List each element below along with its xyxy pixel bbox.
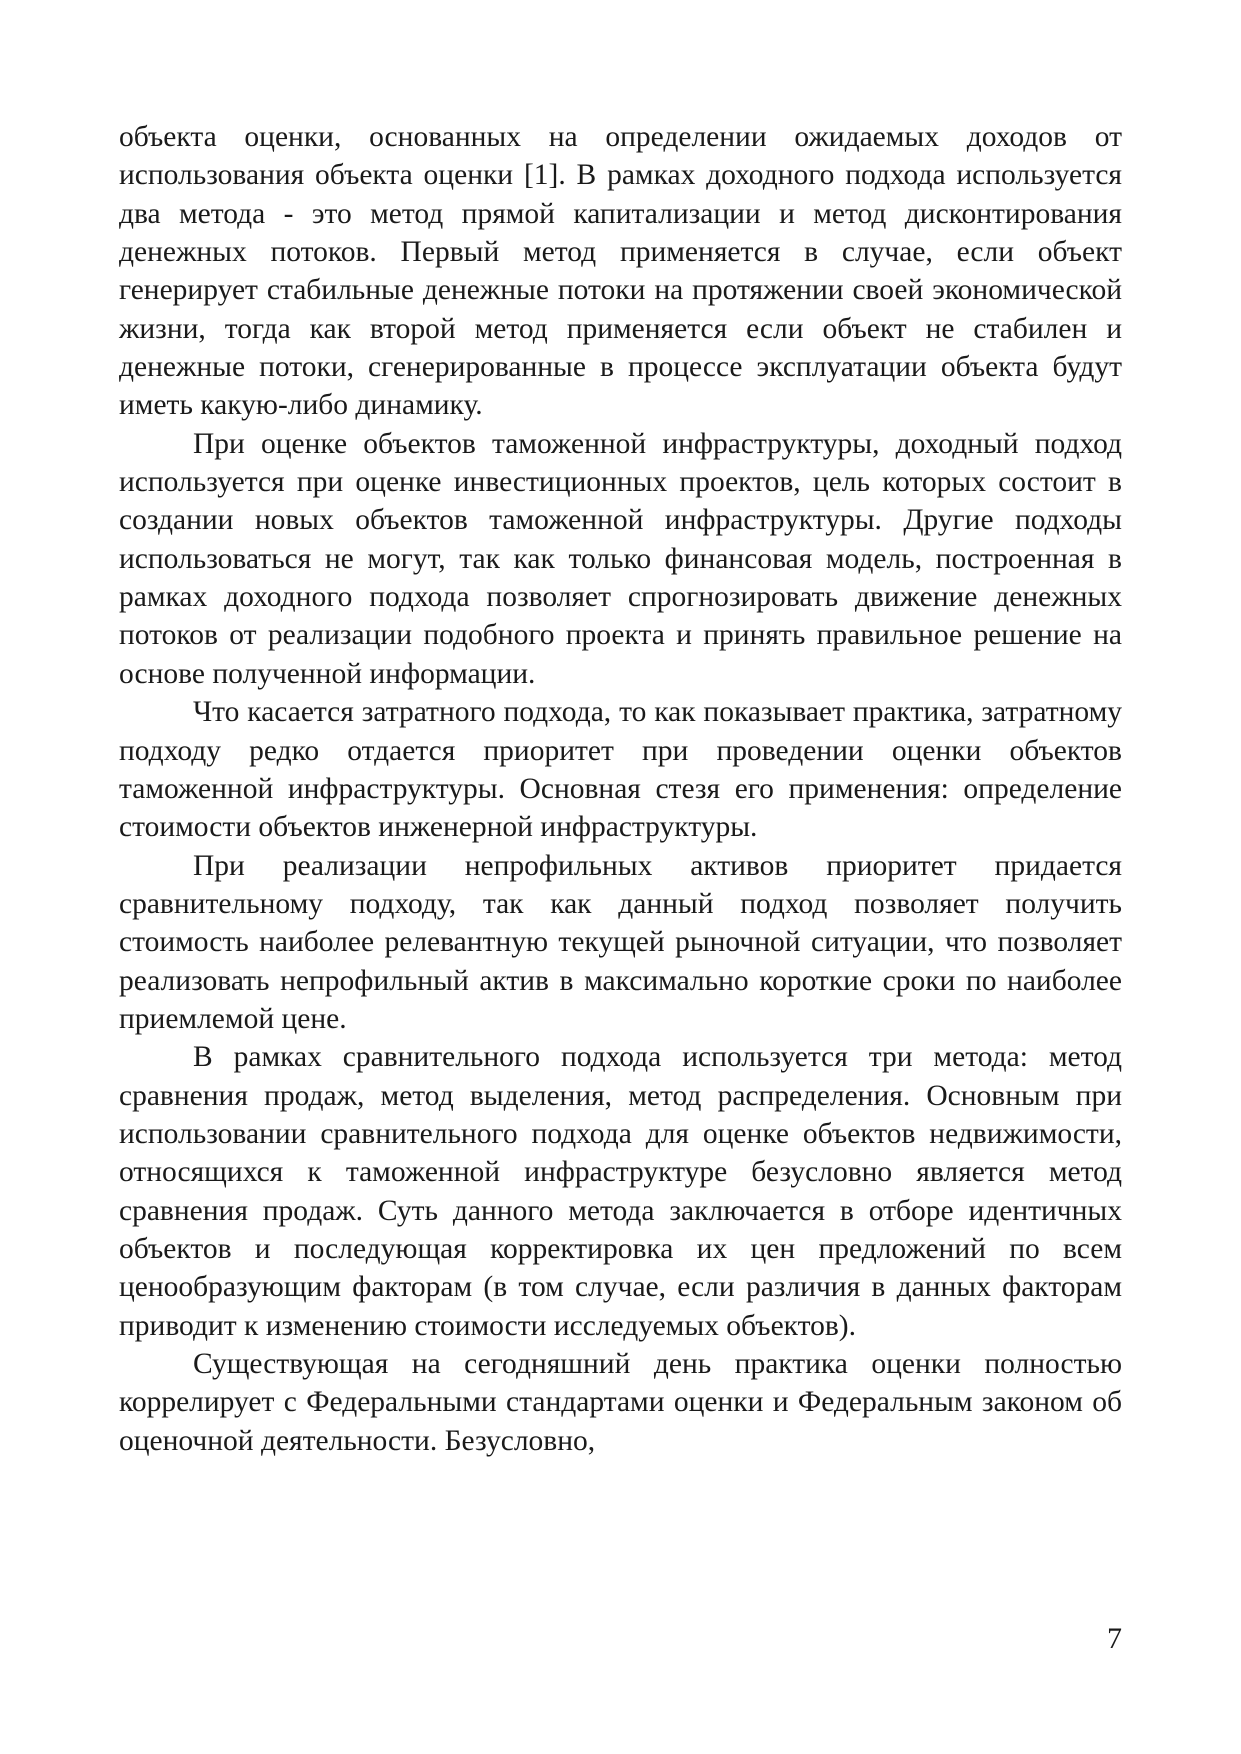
paragraph-non-core-assets: При реализации непрофильных активов приоритет придается сравнительному подходу, так как данный подход позволяет получить стоимость наиболее релевантную текущей рыночной ситуации, что позволяет реализовать непрофильный актив в максимально короткие сроки по наиболее приемлемой цене. [119, 849, 1122, 1035]
paragraph-cost-approach: Что касается затратного подхода, то как показывает практика, затратному подходу редко отдается приоритет при проведении оценки объектов таможенной инфраструктуры. Основная стезя его применения: определение стоимости объектов инженерной инфраструктуры. [119, 696, 1122, 844]
paragraph-valuation-practice: Существующая на сегодняшний день практика оценки полностью коррелирует с Федеральными стандартами оценки и Федеральным законом об оценочной деятельности. Безусловно, [119, 1348, 1122, 1457]
paragraph-continuation: объекта оценки, основанных на определении ожидаемых доходов от использования объекта оценки [1]. В рамках доходного подхода используется два метода - это метод прямой капитализации и метод дисконтирования денежных потоков. Первый метод применяется в случае, если объект генерирует стабильные денежные потоки на протяжении своей экономической жизни, тогда как второй метод применяется если объект не стабилен и денежные потоки, сгенерированные в процессе эксплуатации объекта будут иметь какую-либо динамику. [119, 121, 1122, 422]
paragraph-income-approach: При оценке объектов таможенной инфраструктуры, доходный подход используется при оценке инвестиционных проектов, цель которых состоит в создании новых объектов таможенной инфраструктуры. Другие подходы использоваться не могут, так как только финансовая модель, построенная в рамках доходного подхода позволяет спрогнозировать движение денежных потоков от реализации подобного проекта и принять правильное решение на основе полученной информации. [119, 427, 1122, 690]
paragraph-comparative-methods: В рамках сравнительного подхода используется три метода: метод сравнения продаж, метод выделения, метод распределения. Основным при использовании сравнительного подхода для оценке объектов недвижимости, относящихся к таможенной инфраструктуре безусловно является метод сравнения продаж. Суть данного метода заключается в отборе идентичных объектов и последующая корректировка их цен предложений по всем ценообразующим факторам (в том случае, если различия в данных факторам приводит к изменению стоимости исследуемых объектов). [119, 1041, 1122, 1342]
page-number: 7 [1107, 1622, 1122, 1655]
body-text [119, 118, 1122, 1460]
